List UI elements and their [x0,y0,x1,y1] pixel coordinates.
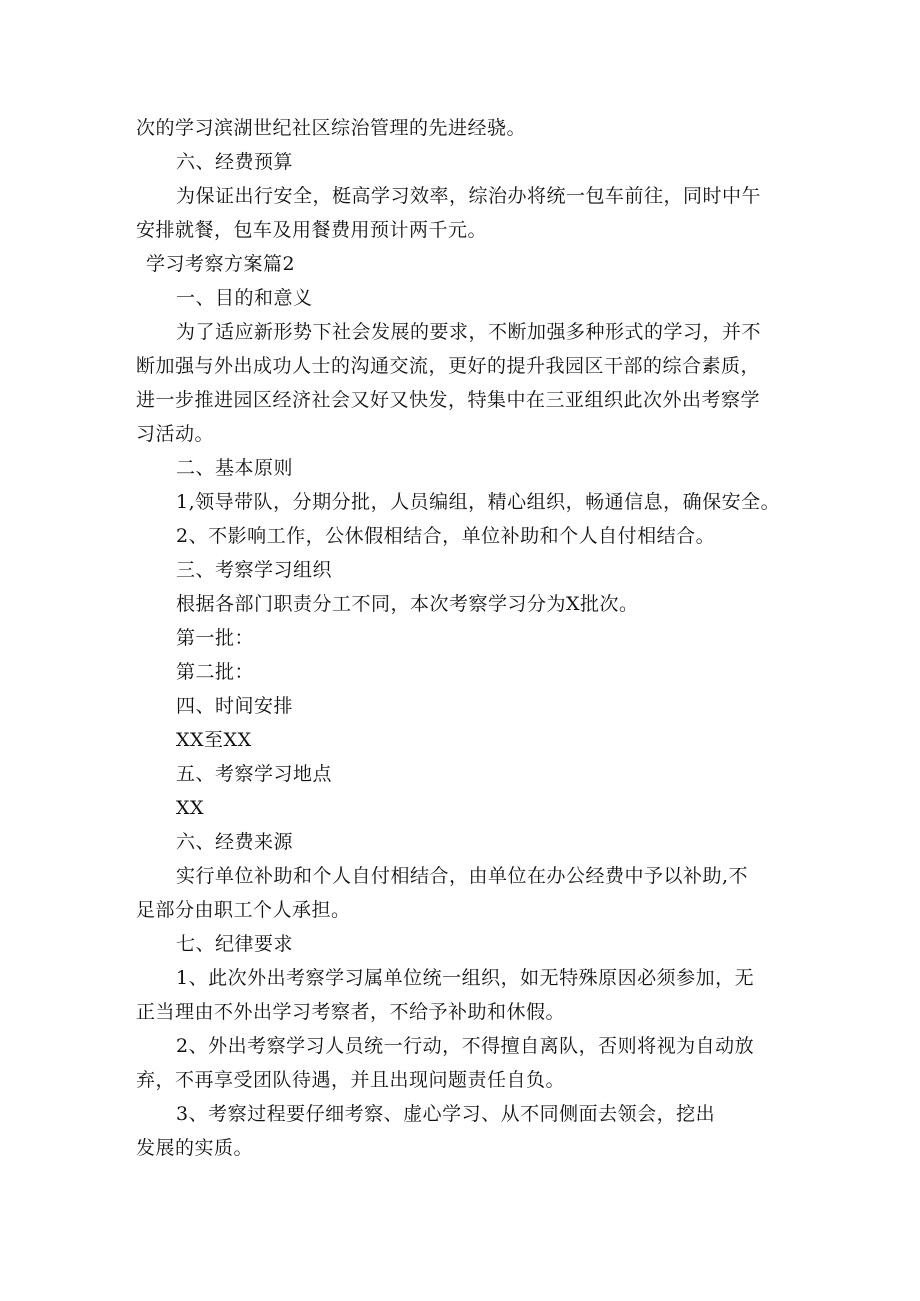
list-item: 1,领导带队，分期分批，人员编组，精心组织，畅通信息，确保安全。 [176,491,781,513]
document-title: 学习考察方案篇2 [146,253,296,275]
section-heading: 七、纪律要求 [176,933,294,955]
paragraph-line: 次的学习滨湖世纪社区综治管理的先进经骁。 [136,117,527,139]
paragraph-line: 进一步推进园区经济社会又好又快发，特集中在三亚组织此次外出考察学 [136,389,761,411]
paragraph-line: 弃，不再享受团队待遇，并且出现问题责任自负。 [136,1069,566,1091]
paragraph-line: 习活动。 [136,423,215,445]
paragraph-line: XX [176,797,205,819]
section-heading: 四、时间安排 [176,695,294,717]
paragraph-line: 为了适应新形势下社会发展的要求，不断加强多种形式的学习，并不 [176,321,762,343]
section-heading: 三、考察学习组织 [176,559,333,581]
paragraph-line: 足部分由职工个人承担。 [136,899,351,921]
section-heading: 二、基本原则 [176,457,294,479]
paragraph-line: 实行单位补助和个人自付相结合，由单位在办公经费中予以补助,不 [176,865,749,887]
list-item: 2、外出考察学习人员统一行动，不得擅自离队，否则将视为自动放 [176,1035,755,1057]
paragraph-line: 安排就餐，包车及用餐费用预计两千元。 [136,219,488,241]
paragraph-line: XX至XX [176,729,252,751]
list-item: 2、不影响工作，公休假相结合，单位补助和个人自付相结合。 [176,525,716,547]
section-heading: 一、目的和意义 [176,287,313,309]
paragraph-line: 断加强与外出成功人士的沟通交流，更好的提升我园区干部的综合素质， [136,355,761,377]
section-heading: 五、考察学习地点 [176,763,333,785]
section-heading: 六、经费来源 [176,831,294,853]
list-item: 第二批： [176,661,255,683]
paragraph-line: 发展的实质。 [136,1137,254,1159]
paragraph-line: 正当理由不外出学习考察者，不给予补助和休假。 [136,1001,566,1023]
list-item: 1、此次外出考察学习属单位统一组织，如无特殊原因必须参加，无 [176,967,755,989]
paragraph-line: 根据各部门职责分工不同，本次考察学习分为X批次。 [176,593,639,615]
list-item: 3、考察过程要仔细考察、虚心学习、从不同侧面去领会，挖出 [176,1103,716,1125]
paragraph-line: 为保证出行安全，梃高学习效率，综治办将统一包车前往，同时中午 [176,185,762,207]
section-heading: 六、经费预算 [176,151,294,173]
list-item: 第一批： [176,627,255,649]
